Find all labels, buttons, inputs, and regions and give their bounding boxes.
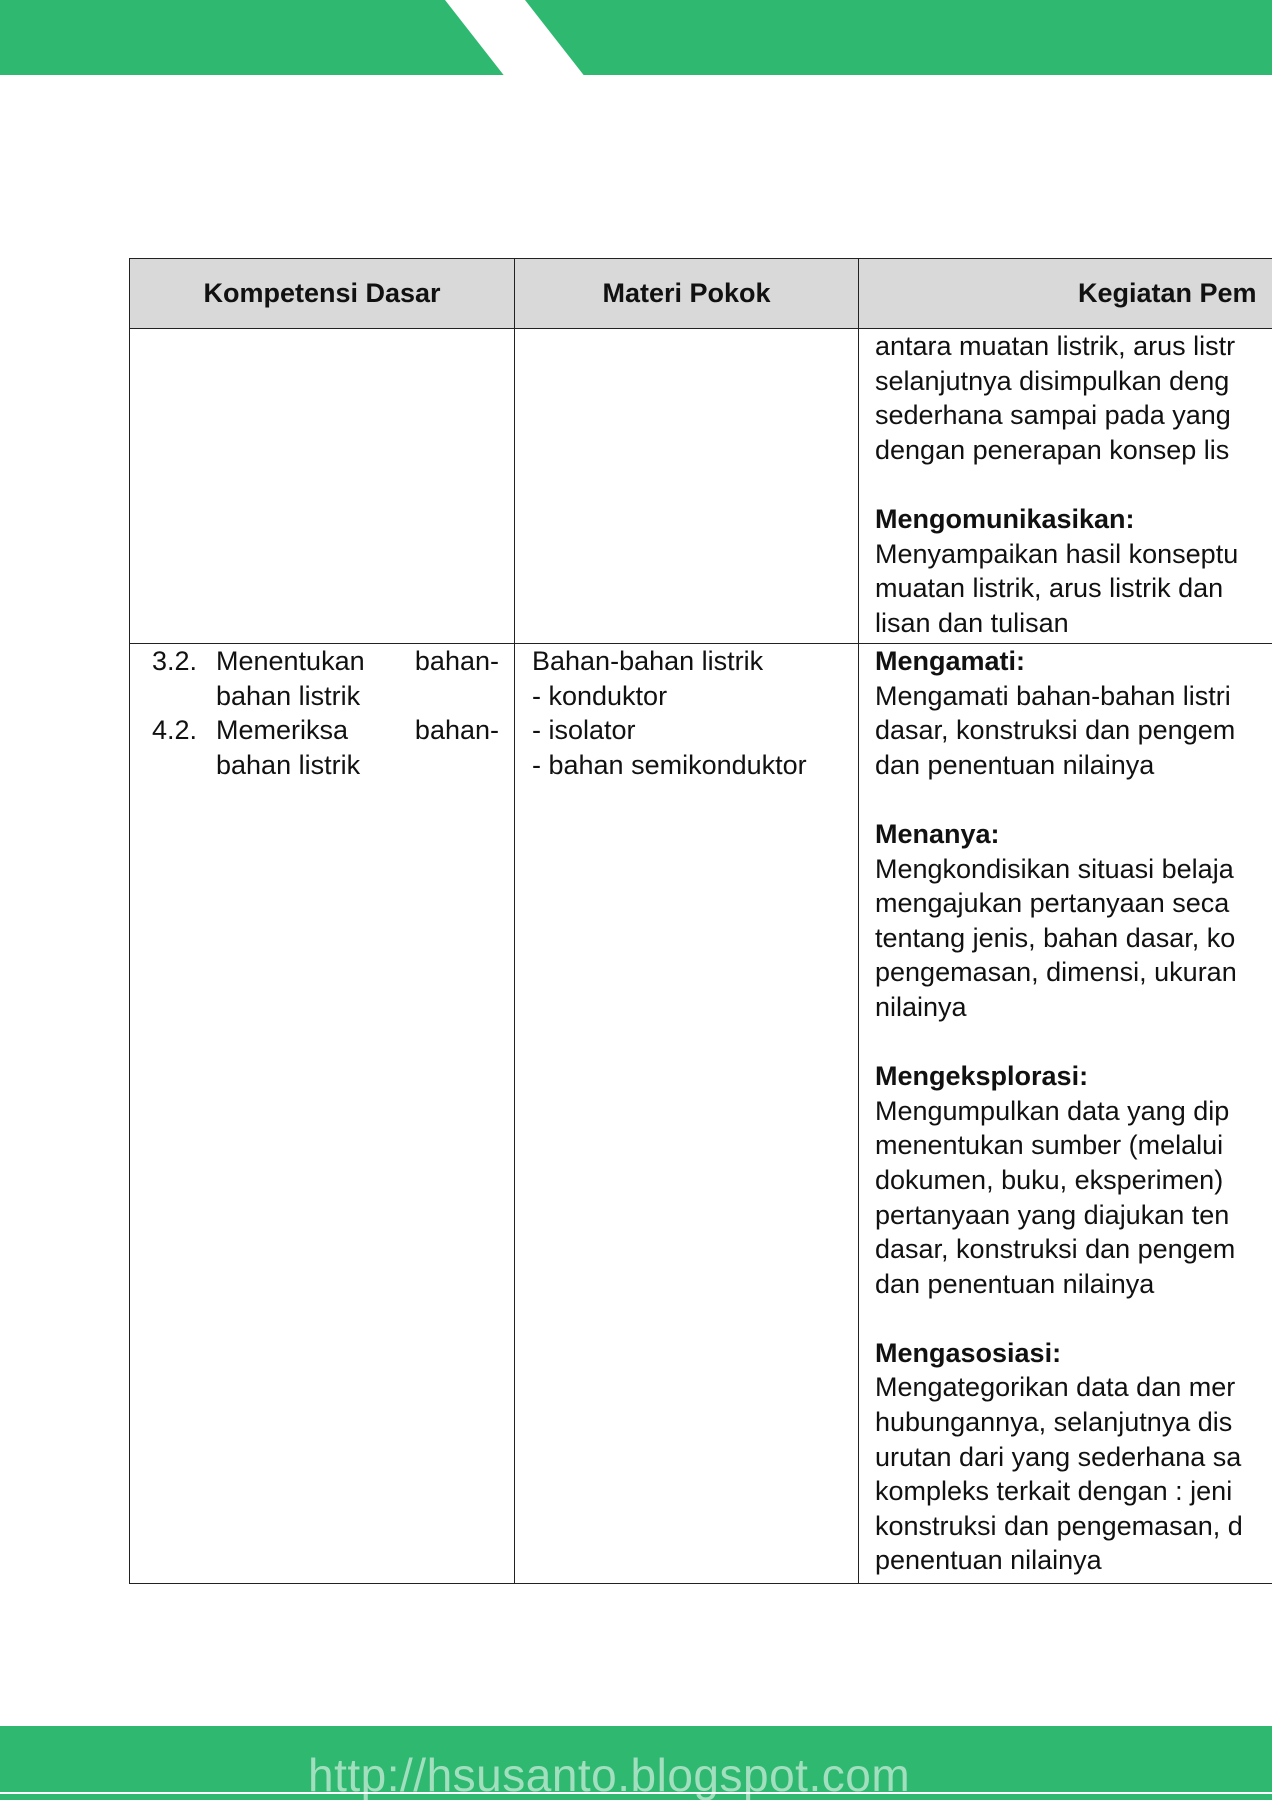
table-row <box>130 644 1272 1584</box>
materi-line: Bahan-bahan listrik <box>532 644 858 679</box>
activity-line: dan penentuan nilainya <box>875 748 1272 783</box>
materi-line: - konduktor <box>532 679 858 714</box>
kd-number: 4.2. <box>152 713 216 782</box>
activity-line: konstruksi dan pengemasan, d <box>875 1509 1272 1544</box>
activity-line: muatan listrik, arus listrik dan <box>875 571 1272 606</box>
kd-number: 3.2. <box>152 644 216 713</box>
activity-line: kompleks terkait dengan : jeni <box>875 1474 1272 1509</box>
activity-line: penentuan nilainya <box>875 1543 1272 1578</box>
col-header-kegiatan: Kegiatan Pem <box>859 259 1272 329</box>
activity-line: Mengumpulkan data yang dip <box>875 1094 1272 1129</box>
activity-line: Menyampaikan hasil konseptu <box>875 537 1272 572</box>
activity-heading: Mengasosiasi: <box>875 1336 1272 1371</box>
materi-line: - isolator <box>532 713 858 748</box>
table-header-row <box>130 259 1272 329</box>
activity-line: lisan dan tulisan <box>875 606 1272 641</box>
kd-item <box>152 644 499 713</box>
activity-line: selanjutnya disimpulkan deng <box>875 364 1272 399</box>
table-row <box>130 329 1272 644</box>
activity-line: Mengkondisikan situasi belaja <box>875 852 1272 887</box>
activity-line: menentukan sumber (melalui <box>875 1128 1272 1163</box>
activity-line: dasar, konstruksi dan pengem <box>875 713 1272 748</box>
header-diagonal-stripe <box>445 0 584 75</box>
col-header-kompetensi-dasar: Kompetensi Dasar <box>130 259 515 329</box>
kd-text: Memeriksa bahan-bahan listrik <box>216 713 499 782</box>
activity-line: antara muatan listrik, arus listr <box>875 329 1272 364</box>
activity-line: tentang jenis, bahan dasar, ko <box>875 921 1272 956</box>
activity-line: nilainya <box>875 990 1272 1025</box>
activity-heading: Mengeksplorasi: <box>875 1059 1272 1094</box>
materi-cell-empty <box>515 329 859 644</box>
activity-line: Mengategorikan data dan mer <box>875 1370 1272 1405</box>
header-band <box>0 0 1272 75</box>
kd-cell-empty <box>130 329 515 644</box>
activity-line: Mengamati bahan-bahan listri <box>875 679 1272 714</box>
kd-cell <box>130 644 515 1584</box>
activity-line: urutan dari yang sederhana sa <box>875 1440 1272 1475</box>
activity-line: pengemasan, dimensi, ukuran <box>875 955 1272 990</box>
col-header-materi-pokok: Materi Pokok <box>515 259 859 329</box>
syllabus-table <box>129 258 1272 1584</box>
activity-line: dengan penerapan konsep lis <box>875 433 1272 468</box>
activity-line: pertanyaan yang diajukan ten <box>875 1198 1272 1233</box>
footer-url-link[interactable]: http://hsusanto.blogspot.com <box>308 1748 910 1802</box>
activity-heading: Menanya: <box>875 817 1272 852</box>
activity-line: hubungannya, selanjutnya dis <box>875 1405 1272 1440</box>
activity-line: dokumen, buku, eksperimen) <box>875 1163 1272 1198</box>
activities-cell <box>859 644 1272 1584</box>
materi-line: - bahan semikonduktor <box>532 748 858 783</box>
activity-line: mengajukan pertanyaan seca <box>875 886 1272 921</box>
activities-cell <box>859 329 1272 644</box>
activity-line: dasar, konstruksi dan pengem <box>875 1232 1272 1267</box>
activity-heading: Mengamati: <box>875 644 1272 679</box>
kd-text: Menentukan bahan-bahan listrik <box>216 644 499 713</box>
kd-item <box>152 713 499 782</box>
activity-heading: Mengomunikasikan: <box>875 502 1272 537</box>
activity-line: dan penentuan nilainya <box>875 1267 1272 1302</box>
activity-line: sederhana sampai pada yang <box>875 398 1272 433</box>
materi-cell <box>515 644 859 1584</box>
